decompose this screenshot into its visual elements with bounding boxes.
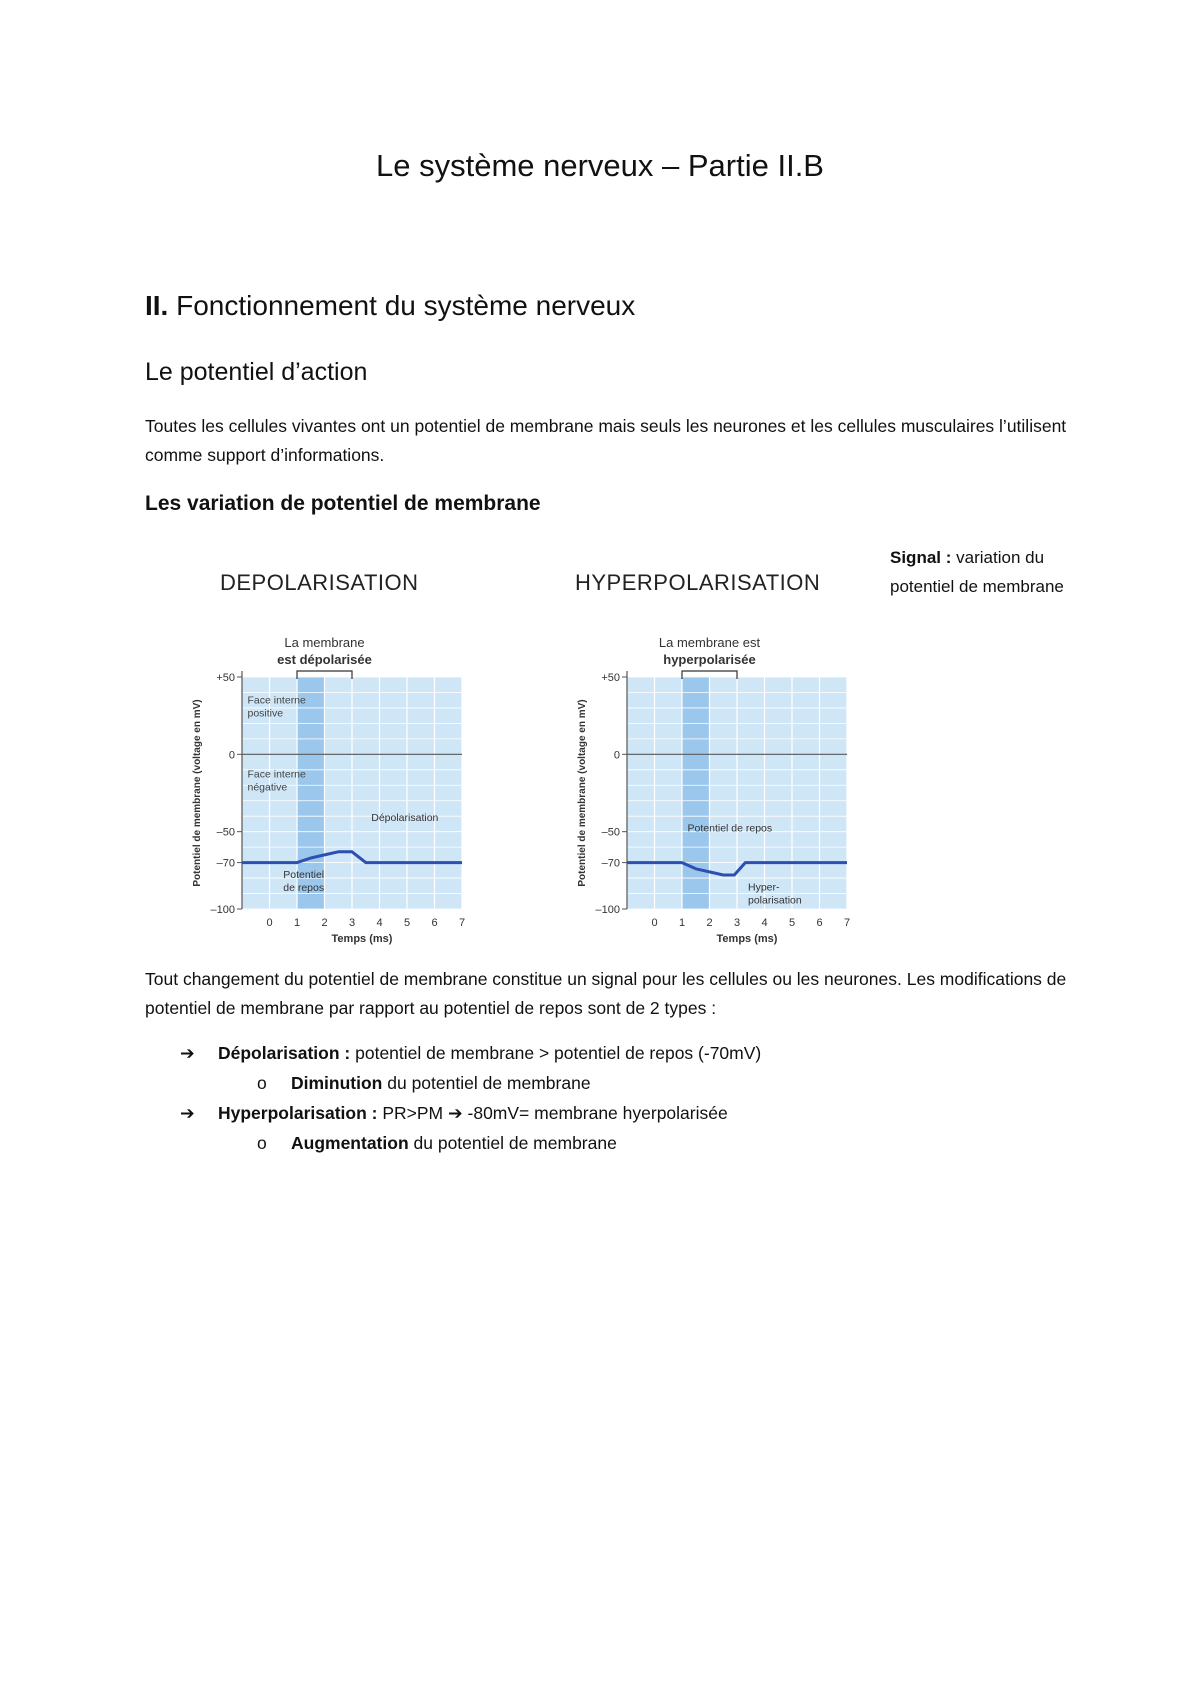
bullet-text: du potentiel de membrane: [382, 1073, 591, 1093]
bracket-label: hyperpolarisée: [663, 652, 756, 667]
bracket-label: La membrane est: [658, 635, 761, 650]
region-label: Face interne: [247, 694, 306, 707]
annotation-label: Dépolarisation: [371, 811, 439, 824]
annotation-label: Potentiel de repos: [687, 822, 773, 835]
y-tick-label: +50: [601, 672, 620, 684]
region-label: négative: [247, 781, 288, 794]
y-tick-label: 0: [228, 749, 235, 762]
chart-title: HYPERPOLARISATION: [575, 570, 821, 595]
subsection-heading: Le potentiel d’action: [145, 358, 368, 386]
x-tick-label: 4: [376, 917, 383, 929]
y-axis-label: Potentiel de membrane (voltage en mV): [577, 699, 588, 887]
annotation-label: Potentiel: [283, 869, 325, 882]
annotation-label: de repos: [283, 882, 325, 895]
y-tick-label: –100: [595, 904, 620, 916]
section-number: II.: [145, 290, 169, 321]
y-axis-label: Potentiel de membrane (voltage en mV): [192, 699, 203, 887]
annotation-label: Hyper-: [748, 881, 780, 894]
signal-note: [890, 543, 1070, 601]
bracket-label: est dépolarisée: [277, 652, 372, 667]
x-tick-label: 0: [651, 917, 658, 929]
bullet-text: du potentiel de membrane: [408, 1133, 617, 1153]
chart-svg: [180, 605, 470, 985]
x-tick-label: 5: [788, 917, 796, 929]
x-tick-label: 2: [321, 917, 328, 929]
annotation-label: polarisation: [748, 894, 802, 907]
signal-label: Signal :: [890, 548, 952, 567]
y-tick-label: –100: [210, 904, 235, 916]
change-paragraph: Tout changement du potentiel de membrane constitue un signal pour les cellules ou les neurones. Les modifications de potentiel de membrane par rapport au potentiel de repos sont de 2 types :: [145, 969, 1067, 1018]
y-tick-label: –50: [216, 826, 235, 839]
y-tick-label: –50: [601, 826, 620, 839]
section-title: Fonctionnement du système nerveux: [176, 290, 636, 321]
bullet-term: Dépolarisation :: [218, 1043, 351, 1063]
bullet-text: potentiel de membrane > potentiel de repos (-70mV): [350, 1043, 762, 1063]
section-heading: [145, 290, 635, 322]
arrow-icon: ➔: [180, 1103, 195, 1123]
circle-bullet-icon: o: [257, 1073, 267, 1093]
region-label: Face interne: [247, 768, 306, 781]
highlight-band: [682, 677, 710, 909]
y-tick-label: –70: [601, 857, 620, 870]
chart-title: DEPOLARISATION: [220, 570, 419, 595]
arrow-icon: ➔: [180, 1043, 195, 1063]
bracket-label: La membrane: [284, 635, 365, 650]
region-label: positive: [247, 707, 284, 720]
x-tick-label: 1: [293, 917, 301, 929]
y-tick-label: –70: [216, 857, 235, 870]
chart-svg: [565, 605, 855, 985]
bullet-term: Diminution: [291, 1073, 383, 1093]
circle-bullet-icon: o: [257, 1133, 267, 1153]
x-tick-label: 2: [706, 917, 713, 929]
x-tick-label: 3: [733, 917, 741, 929]
x-axis-label: Temps (ms): [716, 933, 778, 945]
document-title: Le système nerveux – Partie II.B: [376, 148, 824, 183]
x-axis-label: Temps (ms): [331, 933, 393, 945]
intro-paragraph: Toutes les cellules vivantes ont un potentiel de membrane mais seuls les neurones et les cellules musculaires l’utilisent comme support d’informations.: [145, 416, 1067, 465]
x-tick-label: 6: [431, 917, 438, 929]
x-tick-label: 7: [458, 917, 466, 929]
bullet-term: Hyperpolarisation :: [218, 1103, 378, 1123]
bullet-text: PR>PM ➔ -80mV= membrane hyerpolarisée: [377, 1103, 728, 1123]
x-tick-label: 1: [678, 917, 686, 929]
x-tick-label: 7: [843, 917, 851, 929]
x-tick-label: 5: [403, 917, 411, 929]
y-tick-label: +50: [216, 672, 235, 684]
bullet-term: Augmentation: [291, 1133, 409, 1153]
y-tick-label: 0: [613, 749, 620, 762]
signal-text: variation du potentiel de membrane: [890, 548, 1064, 596]
x-tick-label: 0: [266, 917, 273, 929]
x-tick-label: 6: [816, 917, 823, 929]
x-tick-label: 4: [761, 917, 768, 929]
variations-heading: Les variation de potentiel de membrane: [145, 492, 541, 515]
x-tick-label: 3: [348, 917, 356, 929]
